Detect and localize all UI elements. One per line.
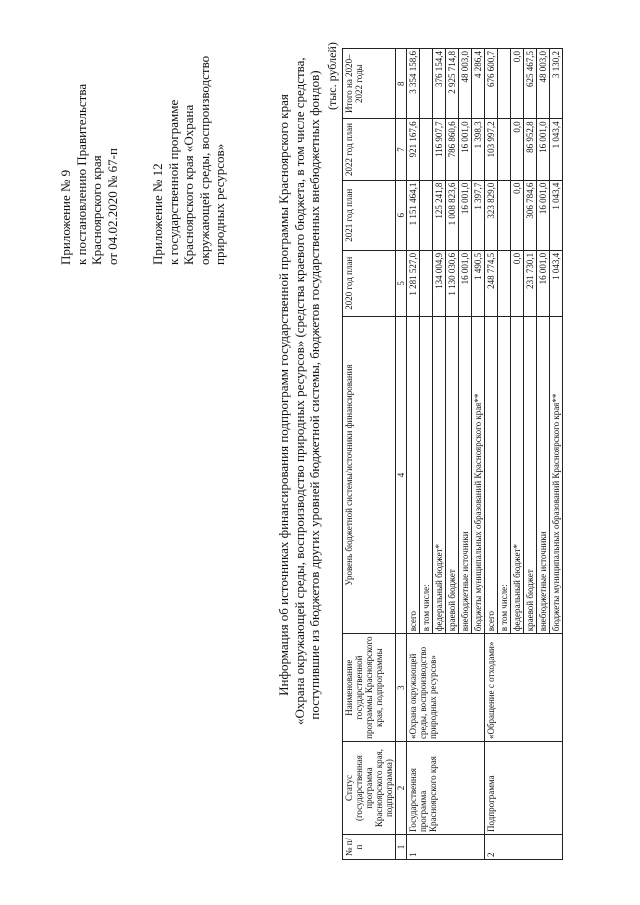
row-level: внебюджетные источники [459, 316, 472, 634]
row-level: бюджеты муниципальных образований Красноярского края** [472, 316, 485, 634]
row-level: краевой бюджет [446, 316, 459, 634]
value-2021: 16 001,0 [537, 180, 550, 250]
column-index-row [396, 49, 407, 860]
value-total: 376 154,4 [433, 49, 446, 119]
value-2021 [420, 180, 433, 250]
value-2020: 1 130 030,6 [446, 250, 459, 316]
header-num: № п/п [343, 835, 396, 860]
value-total: 3 130,2 [550, 49, 563, 119]
header-2021: 2021 год план [343, 180, 396, 250]
value-total: 48 003,0 [459, 49, 472, 119]
value-total [420, 49, 433, 119]
header-row [343, 49, 396, 860]
value-2020: 1 281 527,0 [407, 250, 420, 316]
title-line: «Охрана окружающей среды, воспроизводство природных ресурсов» (средства краевого бюджета, в том числе средства, [291, 57, 307, 725]
row-status: Подпрограмма [485, 742, 563, 835]
column-index: 1 [396, 835, 407, 860]
appendix-line: от 04.02.2020 № 67-п [104, 148, 120, 265]
header-level: Уровень бюджетной системы/источники финансирования [343, 316, 396, 634]
column-index: 4 [396, 316, 407, 634]
appendix-line: к постановлению Правительства [73, 83, 89, 265]
appendix-line: к государственной программе [165, 99, 181, 265]
value-total: 2 925 714,8 [446, 49, 459, 119]
value-total: 625 467,5 [524, 49, 537, 119]
table-row [407, 49, 420, 860]
document-title [276, 57, 323, 725]
header-name: Наименование государственной программы Красноярского края, подпрограммы [343, 634, 396, 742]
value-2022: 921 167,6 [407, 119, 420, 180]
value-2022: 86 952,8 [524, 119, 537, 180]
unit-label: (тыс. рублей) [325, 42, 339, 110]
value-2021: 125 241,8 [433, 180, 446, 250]
column-index: 7 [396, 119, 407, 180]
row-level: в том числе: [498, 316, 511, 634]
value-total [498, 49, 511, 119]
value-2021: 323 829,0 [485, 180, 498, 250]
row-level: всего [485, 316, 498, 634]
appendix-line: Приложение № 9 [58, 169, 73, 265]
value-2021: 1 008 823,6 [446, 180, 459, 250]
value-2021: 0,0 [511, 180, 524, 250]
value-total: 0,0 [511, 49, 524, 119]
appendix-line: Красноярского края «Охрана [181, 104, 196, 265]
row-level: федеральный бюджет* [433, 316, 446, 634]
value-2022: 116 907,7 [433, 119, 446, 180]
value-2021: 306 784,6 [524, 180, 537, 250]
value-2020 [498, 250, 511, 316]
column-index: 5 [396, 250, 407, 316]
value-2022 [498, 119, 511, 180]
value-2021: 1 043,4 [550, 180, 563, 250]
value-2021: 1 397,7 [472, 180, 485, 250]
value-total: 3 354 158,6 [407, 49, 420, 119]
appendix-line: Красноярского края [89, 155, 104, 265]
header-2020: 2020 год план [343, 250, 396, 316]
row-num: 2 [485, 835, 563, 860]
value-2020 [420, 250, 433, 316]
header-status: Статус (государственная программа Красноярского края, подпрограмма) [343, 742, 396, 835]
row-num: 1 [407, 835, 485, 860]
appendix-government-decree [58, 15, 120, 265]
title-line: Информация об источниках финансирования подпрограмм государственной программы Красноярского края [276, 94, 291, 696]
row-status: Государственная программа Красноярского края [407, 742, 485, 835]
row-level: бюджеты муниципальных образований Красноярского края** [550, 316, 563, 634]
appendix-line: Приложение № 12 [150, 163, 165, 265]
title-line: поступившие из бюджетов других уровней бюджетной системы, бюджетов государственных внебюджетных фондов) [307, 70, 322, 720]
value-total: 48 003,0 [537, 49, 550, 119]
value-2020: 231 730,1 [524, 250, 537, 316]
value-2022: 0,0 [511, 119, 524, 180]
appendix-state-program [150, 15, 228, 265]
appendix-line: природных ресурсов» [212, 143, 227, 265]
value-2020: 16 001,0 [537, 250, 550, 316]
table-row [485, 49, 498, 860]
column-index: 6 [396, 180, 407, 250]
value-2022: 1 043,4 [550, 119, 563, 180]
row-name: «Охрана окружающей среды, воспроизводство природных ресурсов» [407, 634, 485, 742]
value-2022: 16 001,0 [459, 119, 472, 180]
header-2022: 2022 год план [343, 119, 396, 180]
value-2021: 1 151 464,1 [407, 180, 420, 250]
value-2022: 103 997,2 [485, 119, 498, 180]
row-level: внебюджетные источники [537, 316, 550, 634]
column-index: 2 [396, 742, 407, 835]
header-total: Итого на 2020–2022 годы [343, 49, 396, 119]
value-2020: 16 001,0 [459, 250, 472, 316]
value-2022 [420, 119, 433, 180]
value-2020: 0,0 [511, 250, 524, 316]
value-2022: 16 001,0 [537, 119, 550, 180]
value-total: 4 286,4 [472, 49, 485, 119]
value-2020: 248 774,5 [485, 250, 498, 316]
value-2022: 786 860,6 [446, 119, 459, 180]
row-level: краевой бюджет [524, 316, 537, 634]
column-index: 8 [396, 49, 407, 119]
value-2020: 1 043,4 [550, 250, 563, 316]
row-name: «Обращение с отходами» [485, 634, 563, 742]
value-2022: 1 398,3 [472, 119, 485, 180]
value-2021: 16 001,0 [459, 180, 472, 250]
value-total: 676 600,7 [485, 49, 498, 119]
value-2020: 134 004,9 [433, 250, 446, 316]
column-index: 3 [396, 634, 407, 742]
value-2021 [498, 180, 511, 250]
row-level: в том числе: [420, 316, 433, 634]
financing-table [342, 48, 563, 860]
value-2020: 1 490,5 [472, 250, 485, 316]
row-level: федеральный бюджет* [511, 316, 524, 634]
appendix-line: окружающей среды, воспроизводство [196, 55, 212, 265]
row-level: всего [407, 316, 420, 634]
